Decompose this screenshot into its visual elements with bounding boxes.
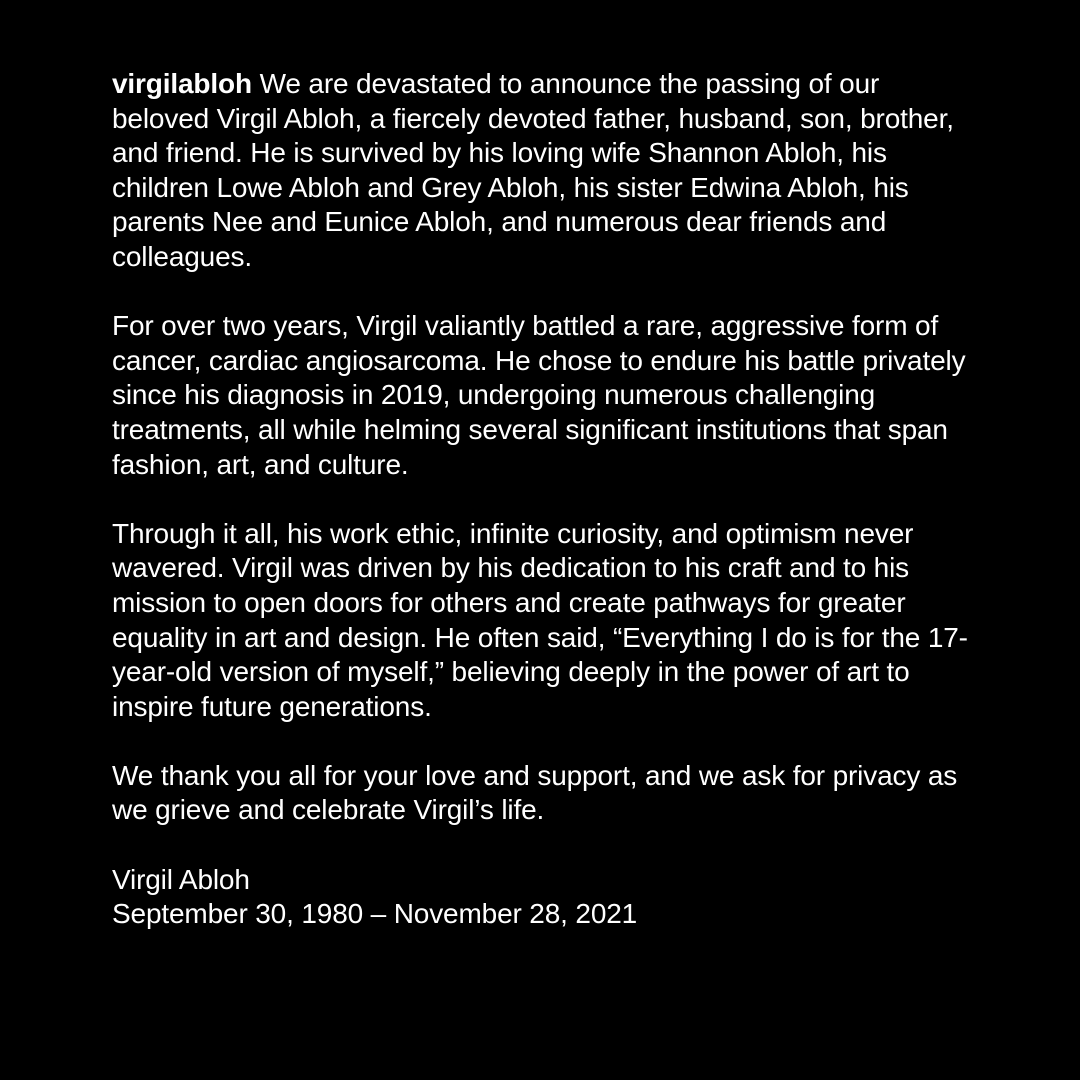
signature-name: Virgil Abloh bbox=[112, 863, 250, 895]
caption-text-1: We are devastated to announce the passing of our beloved Virgil Abloh, a fiercely devoted father, husband, son, brother, and friend. He is survived by his loving wife Shannon Abloh, his children Lowe Abloh and Grey Abloh, his sister Edwina Abloh, his parents Nee and Eunice Abloh, and numerous dear friends and colleagues. bbox=[112, 68, 954, 272]
username[interactable]: virgilabloh bbox=[112, 68, 252, 99]
signature bbox=[112, 863, 982, 932]
caption-paragraph-4: We thank you all for your love and support, and we ask for privacy as we grieve and celebrate Virgil’s life. bbox=[112, 759, 958, 826]
caption-paragraph-2: For over two years, Virgil valiantly battled a rare, aggressive form of cancer, cardiac angiosarcoma. He chose to endure his battle privately since his diagnosis in 2019, undergoing numerous challenging treatments, all while helming several significant institutions that span fashion, art, and culture. bbox=[112, 310, 966, 480]
signature-dates: September 30, 1980 – November 28, 2021 bbox=[112, 898, 638, 930]
caption-paragraph-1 bbox=[112, 67, 982, 275]
caption-paragraph-3: Through it all, his work ethic, infinite curiosity, and optimism never wavered. Virgil was driven by his dedication to his craft and to his mission to open doors for others and create pathways for greater equality in art and design. He often said, “Everything I do is for the 17-year-old version of myself,” believing deeply in the power of art to inspire future generations. bbox=[112, 517, 968, 722]
post-caption bbox=[112, 67, 982, 932]
